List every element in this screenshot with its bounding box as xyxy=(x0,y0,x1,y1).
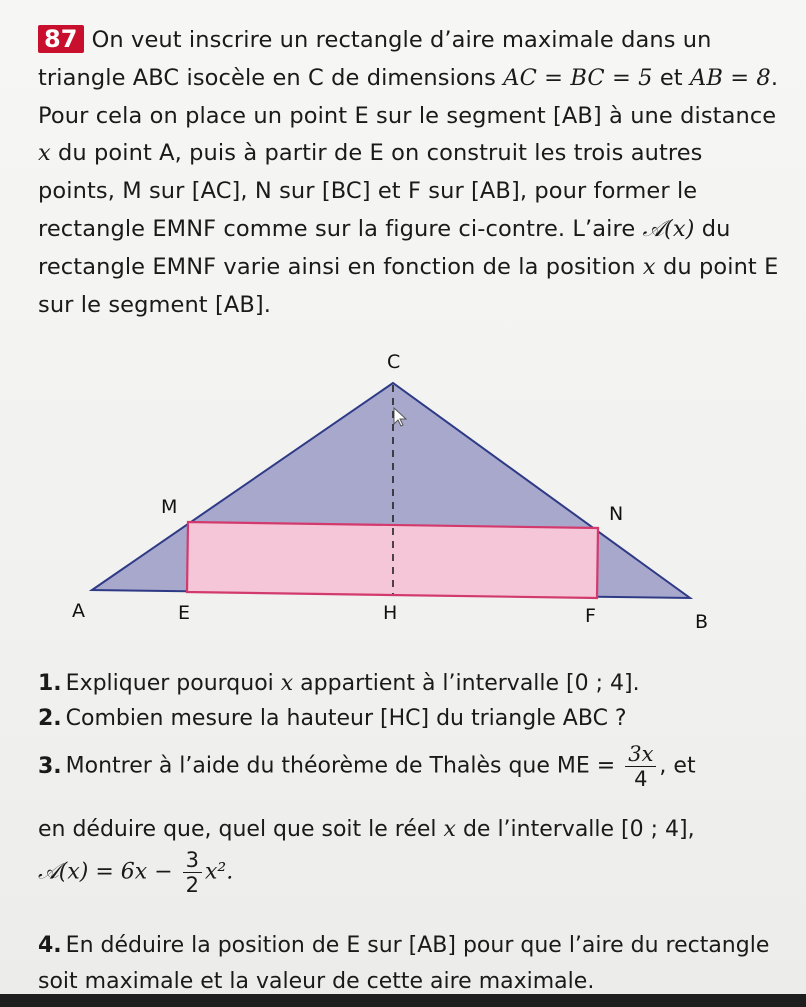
formula-left: 𝒜(x) = 6x − xyxy=(38,859,180,885)
fraction-denominator: 4 xyxy=(634,767,648,791)
intro-text: On veut inscrire un rectangle d’aire maximale dans un triangle ABC isocèle en C de dimensions xyxy=(38,27,712,91)
intro-text: . Pour cela on place un point E sur le segment [AB] à une distance xyxy=(38,64,779,129)
fraction-3-over-2 xyxy=(183,848,202,897)
label-b: B xyxy=(695,611,709,633)
question-text: En déduire la position de E sur [AB] pour que l’aire du rectangle soit maximale et la valeur de cette aire maximale. xyxy=(38,933,770,994)
question-text: Montrer à l’aide du théorème de Thalès que ME = xyxy=(65,753,623,779)
question-4 xyxy=(38,928,783,1000)
fraction-numerator: 3 xyxy=(183,848,202,873)
triangle-figure xyxy=(0,330,806,650)
fraction-denominator: 2 xyxy=(185,873,200,897)
exercise-statement xyxy=(38,22,783,324)
fraction-numerator: 3x xyxy=(625,742,656,767)
question-3-line-2 xyxy=(38,812,783,848)
label-a: A xyxy=(72,600,85,622)
label-f: F xyxy=(585,605,596,627)
question-1 xyxy=(38,666,783,702)
intro-text: et xyxy=(652,64,690,91)
exercise-number: 87 xyxy=(38,25,84,53)
area-formula xyxy=(38,848,783,897)
intro-text: du point A, puis à partir de E on construit les trois autres points, M sur [AC], N sur [BC] et F sur [AB], pour former le rectangle EMNF comme sur la figure ci-contre. L’aire xyxy=(38,140,703,242)
math-variable: x xyxy=(443,817,456,842)
question-text: , et xyxy=(659,753,696,779)
question-text: appartient à l’intervalle [0 ; 4]. xyxy=(293,671,640,696)
intro-math: AC = BC = 5 xyxy=(503,64,653,91)
label-c: C xyxy=(387,351,401,373)
question-3 xyxy=(38,742,783,791)
math-variable: x xyxy=(280,671,294,696)
question-text: Combien mesure la hauteur [HC] du triangle ABC ? xyxy=(65,706,627,731)
question-text: Expliquer pourquoi xyxy=(65,671,281,696)
intro-variable: x xyxy=(38,140,51,167)
label-n: N xyxy=(609,503,624,525)
question-number: 1. xyxy=(38,671,62,696)
label-e: E xyxy=(178,602,191,624)
question-2 xyxy=(38,701,783,737)
area-function: 𝒜(x) xyxy=(642,215,695,242)
label-m: M xyxy=(161,496,178,518)
intro-text: du point E sur le segment [AB]. xyxy=(38,253,779,318)
page-bottom-edge xyxy=(0,994,806,1007)
formula-right: x². xyxy=(205,859,234,885)
intro-math: AB = 8 xyxy=(689,64,771,91)
question-number: 4. xyxy=(38,933,62,958)
question-number: 2. xyxy=(38,706,62,731)
intro-variable: x xyxy=(642,253,656,280)
question-text: en déduire que, quel que soit le réel xyxy=(38,817,444,842)
fraction-3x-over-4 xyxy=(625,742,656,791)
label-h: H xyxy=(383,602,398,624)
question-number: 3. xyxy=(38,753,62,779)
intro-text: du rectangle EMNF varie ainsi en fonction de la position xyxy=(38,215,731,280)
question-text: de l’intervalle [0 ; 4], xyxy=(455,817,695,842)
